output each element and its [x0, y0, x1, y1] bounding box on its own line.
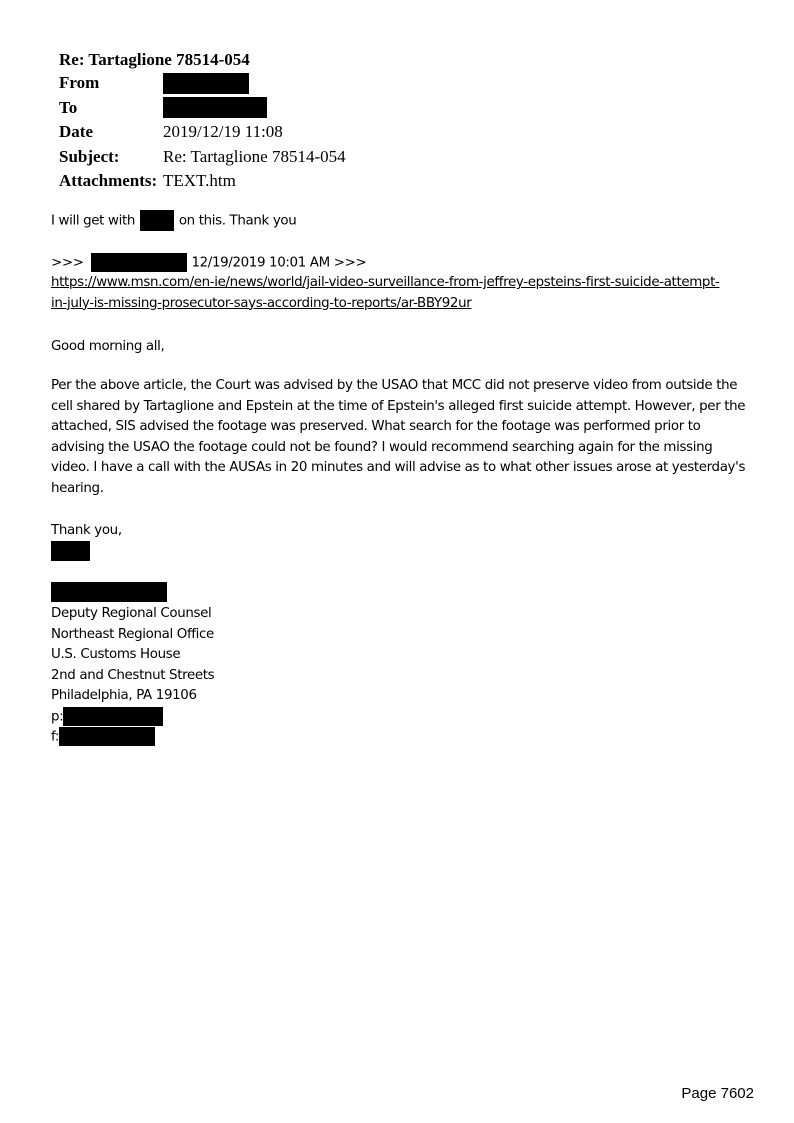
sender-redaction: [91, 253, 187, 272]
quote-timestamp: 12/19/2019 10:01 AM >>>: [191, 255, 367, 271]
paragraph-line: attached, SIS advised the footage was preserved. What search for the footage was performed prior to: [51, 419, 701, 434]
article-link-line1[interactable]: https://www.msn.com/en-ie/news/world/jail-video-surveillance-from-jeffrey-epsteins-first-suicide-attempt-: [51, 275, 720, 290]
signature-block: [51, 604, 214, 748]
signature-title: Deputy Regional Counsel: [51, 606, 212, 621]
phone-label: p:: [51, 709, 64, 724]
email-header-title: Re: Tartaglione 78514-054: [59, 50, 250, 69]
attachments-row: [59, 169, 346, 194]
to-redaction: [163, 97, 267, 118]
signoff-name-redaction: [51, 541, 90, 561]
signature-street: 2nd and Chestnut Streets: [51, 667, 215, 683]
paragraph-line: Per the above article, the Court was advised by the USAO that MCC did not preserve video from outside the: [51, 378, 738, 393]
page-number: Page 7602: [681, 1085, 754, 1102]
signature-name-redaction: [51, 582, 167, 602]
signature-fax-line: [51, 727, 214, 748]
article-link-line2[interactable]: in-july-is-missing-prosecutor-says-according-to-reports/ar-BBY92ur: [51, 295, 472, 311]
quoted-header-line: [51, 253, 366, 274]
quote-marker: >>>: [51, 255, 84, 271]
reply-line: [51, 210, 296, 232]
phone-redaction: [63, 707, 163, 726]
greeting: Good morning all,: [51, 339, 165, 354]
reply-prefix: I will get with: [51, 213, 135, 229]
subject-value: Re: Tartaglione 78514-054: [163, 146, 346, 166]
from-label: From: [59, 73, 100, 93]
date-value: 2019/12/19 11:08: [163, 122, 283, 142]
closing: Thank you,: [51, 523, 122, 538]
signature-building: U.S. Customs House: [51, 647, 181, 662]
to-row: [59, 96, 346, 121]
from-redaction: [163, 73, 249, 94]
reply-suffix: on this. Thank you: [178, 213, 297, 229]
attachments-label: Attachments:: [59, 171, 158, 191]
attachments-value[interactable]: TEXT.htm: [163, 171, 236, 191]
fax-redaction: [59, 727, 155, 746]
signature-phone-line: [51, 707, 214, 728]
subject-label: Subject:: [59, 146, 120, 166]
paragraph-line: cell shared by Tartaglione and Epstein at the time of Epstein's alleged first suicide attempt. However, per the: [51, 398, 746, 414]
message-paragraph: [51, 376, 745, 499]
subject-row: [59, 145, 346, 170]
to-label: To: [59, 97, 78, 117]
date-row: [59, 120, 346, 145]
paragraph-line: video. I have a call with the AUSAs in 20 minutes and will advise as to what other issues arose at yesterday's: [51, 460, 746, 475]
signature-city: Philadelphia, PA 19106: [51, 688, 197, 703]
paragraph-line: hearing.: [51, 480, 104, 496]
from-row: [59, 71, 346, 96]
email-header-table: [59, 71, 346, 194]
signature-office: Northeast Regional Office: [51, 626, 214, 642]
paragraph-line: advising the USAO the footage could not be found? I would recommend searching again for the missing: [51, 439, 713, 455]
fax-label: f:: [51, 729, 60, 745]
reply-name-redaction: [140, 210, 174, 231]
date-label: Date: [59, 122, 93, 142]
